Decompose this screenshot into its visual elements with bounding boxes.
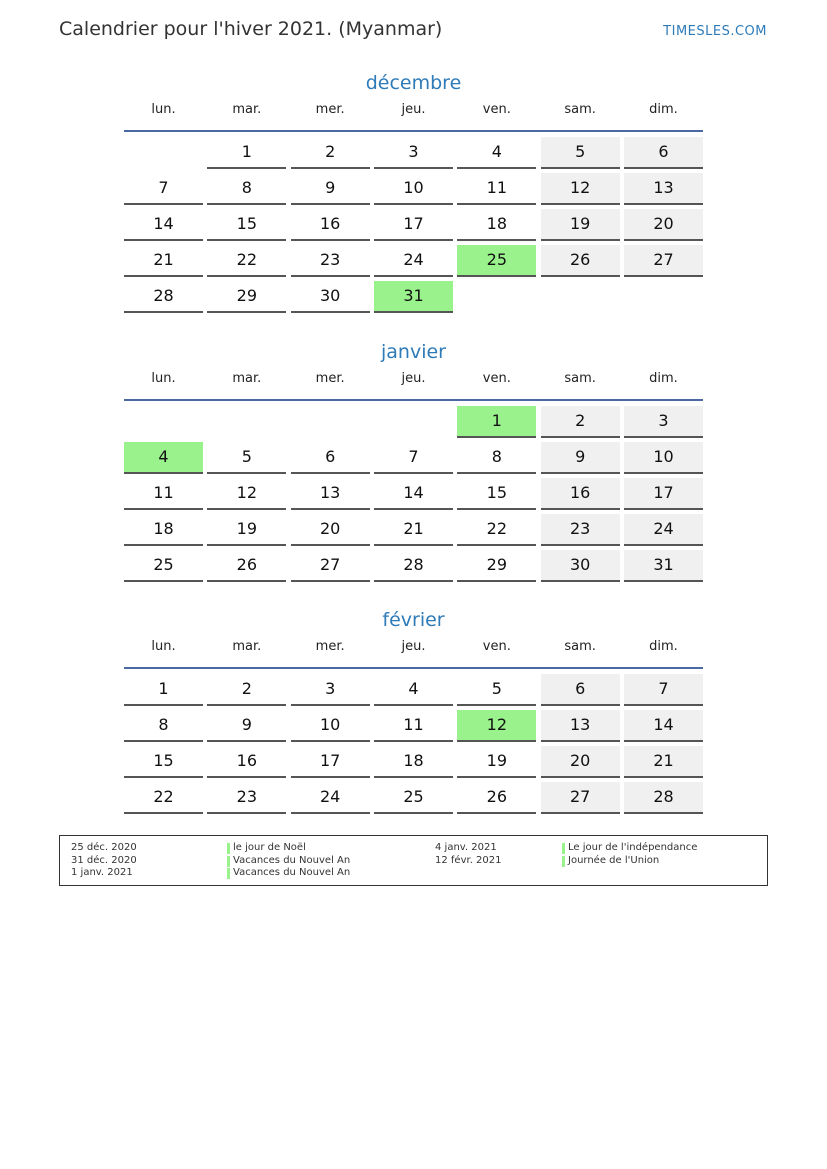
holiday-legend — [59, 835, 768, 886]
day-cell: 14 — [374, 478, 453, 510]
day-cell: 21 — [624, 746, 703, 778]
day-cell: 25 — [374, 782, 453, 814]
day-cell: 7 — [624, 674, 703, 706]
day-cell-holiday: 25 — [457, 245, 536, 277]
day-cell: 13 — [624, 173, 703, 205]
day-cell: 9 — [291, 173, 370, 205]
day-cell: 22 — [457, 514, 536, 546]
day-cell: 5 — [541, 137, 620, 169]
day-cell: 24 — [374, 245, 453, 277]
day-cell: 21 — [124, 245, 203, 277]
day-cell: 16 — [291, 209, 370, 241]
weekday-label: dim. — [649, 639, 678, 654]
day-cell: 18 — [374, 746, 453, 778]
weekday-label: mer. — [315, 639, 345, 654]
day-cell: 21 — [374, 514, 453, 546]
day-cell: 28 — [624, 782, 703, 814]
day-cell: 25 — [124, 550, 203, 582]
day-cell: 1 — [207, 137, 286, 169]
day-cell: 4 — [457, 137, 536, 169]
day-cell: 7 — [124, 173, 203, 205]
day-cell-holiday: 4 — [124, 442, 203, 474]
day-cell: 29 — [207, 281, 286, 313]
day-cell: 22 — [207, 245, 286, 277]
day-cell: 6 — [541, 674, 620, 706]
day-cell: 17 — [291, 746, 370, 778]
day-cell: 8 — [124, 710, 203, 742]
day-cell: 12 — [541, 173, 620, 205]
legend-date: 25 déc. 2020 — [71, 842, 137, 853]
day-cell: 2 — [541, 406, 620, 438]
weekday-label: mer. — [315, 102, 345, 117]
day-cell: 27 — [541, 782, 620, 814]
header-divider — [124, 130, 703, 132]
day-cell: 15 — [124, 746, 203, 778]
day-cell: 3 — [291, 674, 370, 706]
day-cell: 28 — [124, 281, 203, 313]
day-grid — [124, 406, 703, 586]
day-cell: 26 — [207, 550, 286, 582]
legend-date: 31 déc. 2020 — [71, 854, 137, 866]
day-cell: 10 — [624, 442, 703, 474]
weekday-label: lun. — [151, 639, 176, 654]
day-cell: 11 — [374, 710, 453, 742]
weekday-header-row — [124, 371, 703, 393]
day-cell: 2 — [291, 137, 370, 169]
day-cell: 16 — [207, 746, 286, 778]
day-cell: 8 — [207, 173, 286, 205]
day-cell: 14 — [624, 710, 703, 742]
day-cell: 11 — [124, 478, 203, 510]
day-cell: 2 — [207, 674, 286, 706]
page-title: Calendrier pour l'hiver 2021. (Myanmar) — [59, 18, 443, 40]
day-cell: 10 — [291, 710, 370, 742]
day-cell: 7 — [374, 442, 453, 474]
day-cell: 18 — [124, 514, 203, 546]
day-cell: 13 — [291, 478, 370, 510]
day-cell: 27 — [624, 245, 703, 277]
weekday-label: dim. — [649, 371, 678, 386]
weekday-label: dim. — [649, 102, 678, 117]
day-cell: 23 — [541, 514, 620, 546]
day-grid — [124, 674, 703, 818]
legend-label: Journée de l'Union — [568, 854, 660, 866]
day-cell: 15 — [207, 209, 286, 241]
day-cell: 3 — [624, 406, 703, 438]
day-cell: 9 — [541, 442, 620, 474]
legend-holiday-marker — [562, 843, 565, 854]
day-cell: 19 — [457, 746, 536, 778]
weekday-label: ven. — [482, 102, 511, 117]
day-cell: 10 — [374, 173, 453, 205]
weekday-label: jeu. — [401, 371, 426, 386]
legend-label: Vacances du Nouvel An — [233, 867, 351, 878]
legend-date: 4 janv. 2021 — [435, 842, 497, 853]
legend-label: Vacances du Nouvel An — [233, 854, 351, 866]
weekday-label: ven. — [482, 639, 511, 654]
day-cell: 24 — [624, 514, 703, 546]
legend-label: Le jour de l'indépendance — [568, 842, 698, 853]
legend-date: 1 janv. 2021 — [71, 867, 133, 878]
weekday-header-row — [124, 639, 703, 661]
header-divider — [124, 667, 703, 669]
day-cell: 23 — [207, 782, 286, 814]
legend-holiday-marker — [227, 843, 230, 854]
day-cell: 5 — [207, 442, 286, 474]
month-block — [124, 605, 703, 818]
day-cell: 30 — [541, 550, 620, 582]
month-title: décembre — [365, 72, 462, 94]
day-cell: 27 — [291, 550, 370, 582]
weekday-header-row — [124, 102, 703, 124]
weekday-label: sam. — [564, 102, 596, 117]
weekday-label: jeu. — [401, 639, 426, 654]
weekday-label: mar. — [232, 102, 262, 117]
legend-holiday-marker — [227, 868, 230, 879]
day-cell: 26 — [541, 245, 620, 277]
day-cell-holiday: 1 — [457, 406, 536, 438]
day-cell: 29 — [457, 550, 536, 582]
day-cell: 19 — [207, 514, 286, 546]
day-cell: 4 — [374, 674, 453, 706]
day-cell: 6 — [624, 137, 703, 169]
day-cell: 26 — [457, 782, 536, 814]
weekday-label: ven. — [482, 371, 511, 386]
day-cell: 5 — [457, 674, 536, 706]
day-cell: 20 — [291, 514, 370, 546]
day-cell: 13 — [541, 710, 620, 742]
day-cell: 8 — [457, 442, 536, 474]
day-cell: 17 — [624, 478, 703, 510]
day-cell: 28 — [374, 550, 453, 582]
day-cell: 23 — [291, 245, 370, 277]
day-cell: 22 — [124, 782, 203, 814]
day-cell: 3 — [374, 137, 453, 169]
day-cell: 24 — [291, 782, 370, 814]
day-cell: 31 — [624, 550, 703, 582]
brand-logo[interactable]: TIMESLES.COM — [663, 24, 767, 39]
day-grid — [124, 137, 703, 317]
day-cell: 18 — [457, 209, 536, 241]
month-title: février — [382, 609, 445, 631]
legend-holiday-marker — [227, 856, 230, 867]
day-cell: 14 — [124, 209, 203, 241]
day-cell: 20 — [541, 746, 620, 778]
day-cell: 11 — [457, 173, 536, 205]
month-block — [124, 337, 703, 586]
weekday-label: sam. — [564, 371, 596, 386]
day-cell: 17 — [374, 209, 453, 241]
weekday-label: lun. — [151, 371, 176, 386]
day-cell: 20 — [624, 209, 703, 241]
legend-holiday-marker — [562, 856, 565, 867]
day-cell-holiday: 12 — [457, 710, 536, 742]
weekday-label: jeu. — [401, 102, 426, 117]
day-cell: 16 — [541, 478, 620, 510]
day-cell: 30 — [291, 281, 370, 313]
weekday-label: sam. — [564, 639, 596, 654]
weekday-label: mer. — [315, 371, 345, 386]
legend-date: 12 févr. 2021 — [435, 854, 502, 866]
weekday-label: mar. — [232, 639, 262, 654]
day-cell: 1 — [124, 674, 203, 706]
weekday-label: lun. — [151, 102, 176, 117]
legend-label: le jour de Noël — [233, 842, 306, 853]
day-cell: 6 — [291, 442, 370, 474]
day-cell: 19 — [541, 209, 620, 241]
weekday-label: mar. — [232, 371, 262, 386]
day-cell: 15 — [457, 478, 536, 510]
header-divider — [124, 399, 703, 401]
day-cell: 9 — [207, 710, 286, 742]
day-cell: 12 — [207, 478, 286, 510]
day-cell-holiday: 31 — [374, 281, 453, 313]
month-block — [124, 68, 703, 317]
month-title: janvier — [381, 341, 446, 363]
